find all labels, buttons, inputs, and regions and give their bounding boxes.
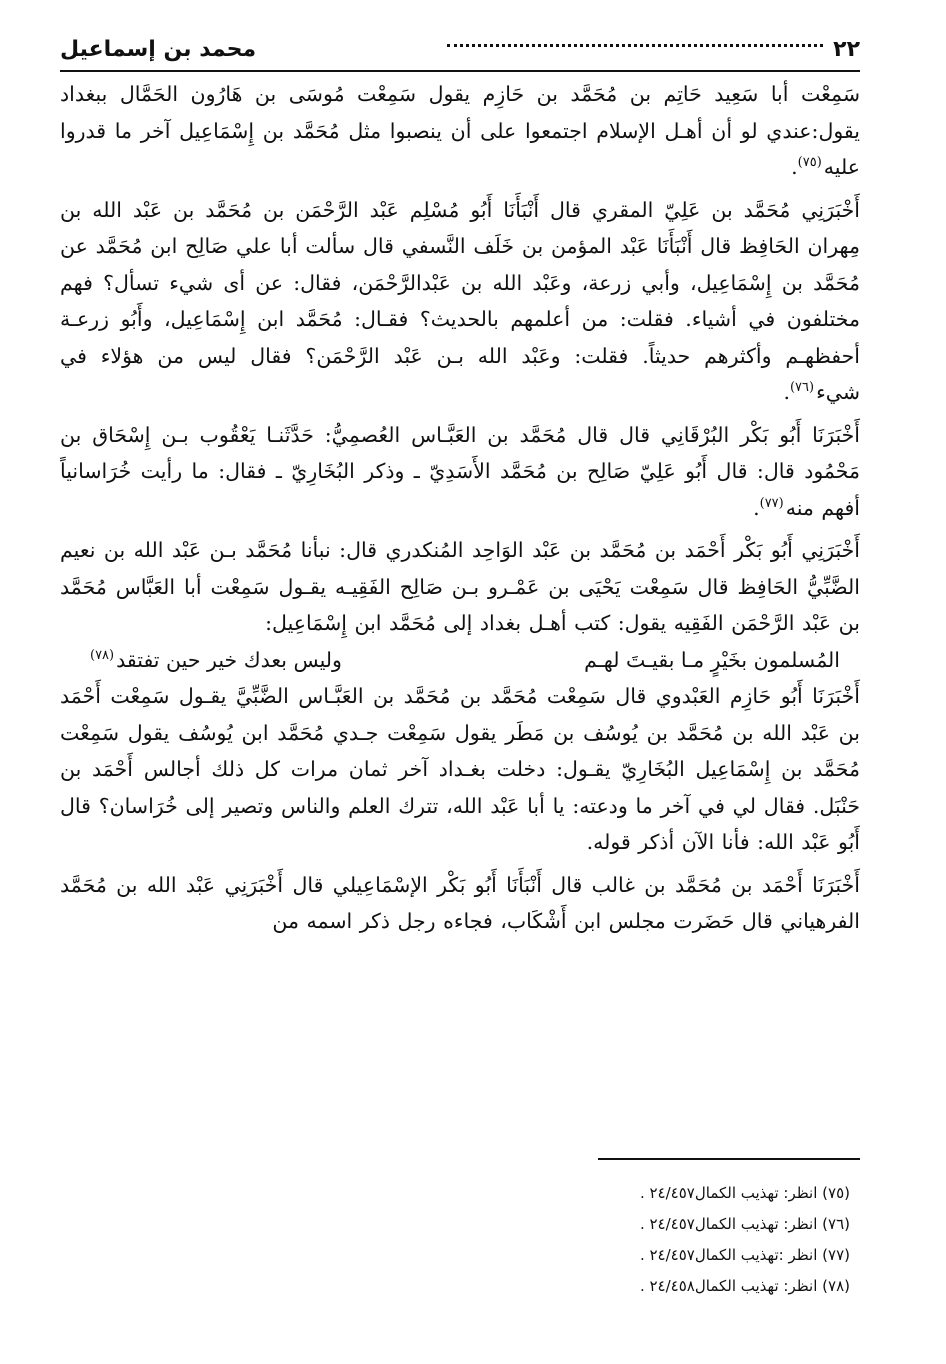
footnote-75: (٧٥) انظر: تهذيب الكمال٢٤/٤٥٧ .	[639, 1184, 850, 1202]
paragraph-text: أَخْبَرَنِي أَبُو بَكْر أَحْمَد بن مُحَمَّد بن عَبْد الوَاحِد المُنكدري قال: نبأنا مُحَمَّد بـن عَبْد الله بن نعيم الضَّبِّيُّ الحَافِظ قال سَمِعْت يَحْيَى بن عَمْـرو بـن صَالِح الفَقِيـه يقـول سَمِعْت أبا العَبَّاس مُحَمَّد بن عَبْد الرَّحْمَن الفَقِيه يقول: كتب أهـل بغداد إلى مُحَمَّد ابن إِسْمَاعِيل:	[60, 538, 860, 635]
footnote-ref: (٧٨)	[90, 647, 115, 663]
poem-second-hemistich-wrap	[90, 642, 342, 679]
footnote-78: (٧٨) انظر: تهذيب الكمال٢٤/٤٥٨ .	[639, 1277, 850, 1295]
poem-verse	[60, 642, 860, 679]
book-page	[60, 28, 860, 1348]
paragraph-6	[60, 867, 860, 940]
header-dot-leader	[447, 44, 824, 47]
running-title: محمد بن إسماعيل	[59, 36, 257, 62]
footnotes	[250, 1178, 850, 1302]
paragraph-3: أَخْبَرَنَا أَبُو بَكْر البُرْقَانِي قال قال مُحَمَّد بن العَبَّـاس العُصمِيُّ: حَدَّثَنـا يَعْقُوب بـن إِسْحَاق بن مَحْمُود قال: قال أَبُو عَلِيّ صَالِح بن مُحَمَّد الأَسَدِيّ ـ وذكر البُخَارِيّ ـ فقال: ما رأيت خُرَاسانياً أفهم منه$^{(٧٧)}$.	[60, 422, 860, 520]
paragraph-2: أَخْبَرَنِي مُحَمَّد بن عَلِيّ المقري قال أَنْبَأَنَا أَبُو مُسْلِم عَبْد الرَّحْمَن بن مُحَمَّد بن عَبْد الله بن مِهران الحَافِظ قال أَنْبَأَنَا عَبْد المؤمن بن خَلَف النَّسفي قال سألت أبا علي صَالِح ابن مُحَمَّد عن مُحَمَّد بن إِسْمَاعِيل، وأبي زرعة، وعَبْد الله بن عَبْدالرَّحْمَن، فقال: عن أى شيء تسأل؟ فهم مختلفون في أشياء. فقلت: من أعلمهم بالحديث؟ فقـال: مُحَمَّد ابن إِسْمَاعِيل، وأَبُو زرعـة أحفظهـم وأكثرهم حديثاً. فقلت: وعَبْد الله بـن عَبْد الرَّحْمَن؟ فقال ليس من هؤلاء في شيء$^{(٧٦)}$.	[60, 197, 860, 404]
footnote-ref: (٧٧)	[759, 495, 784, 511]
page-body	[60, 76, 860, 940]
paragraph-text: أَخْبَرَنَا أَبُو بَكْر البُرْقَانِي قال قال مُحَمَّد بن العَبَّـاس العُصمِيُّ: حَدَّثَنـا يَعْقُوب بـن إِسْحَاق بن مَحْمُود قال: قال أَبُو عَلِيّ صَالِح بن مُحَمَّد الأَسَدِيّ ـ وذكر البُخَارِيّ ـ فقال: ما رأيت خُرَاسانياً أفهم منه	[60, 422, 860, 520]
paragraph-text: أَخْبَرَنَا أَبُو حَازِم العَبْدوي قال سَمِعْت مُحَمَّد بن مُحَمَّد بن العَبَّـاس الضَّبِّيَّ يقـول سَمِعْت أَحْمَد بن عَبْد الله بن مُحَمَّد بن يُوسُف بن مَطَر يقول سَمِعْت جـدي مُحَمَّد ابن يُوسُف يقول سَمِعْت مُحَمَّد بن إِسْمَاعِيل البُخَارِيّ يقـول: دخلت بغـداد آخر ثمان مرات كل ذلك أجالس أَحْمَد بن حَنْبَل. فقال لي في آخر ما ودعته: يا أبا عَبْد الله، تترك العلم والناس وتصير إلى خُرَاسان؟ قال أَبُو عَبْد الله: فأنا الآن أذكر قوله.	[60, 684, 860, 854]
paragraph-4	[60, 532, 860, 642]
page-header	[60, 28, 860, 72]
footnote-ref: (٧٦)	[789, 380, 815, 396]
footnote-76: (٧٦) انظر: تهذيب الكمال٢٤/٤٥٧ .	[639, 1215, 850, 1233]
paragraph-1: سَمِعْت أبا سَعِيد حَاتِم بن مُحَمَّد بن حَازِم يقول سَمِعْت مُوسَى بن هَارُون الحَمَّال ببغداد يقول:عندي لو أن أهـل الإسلام اجتمعوا على أن ينصبوا مثل مُحَمَّد بن إِسْمَاعِيل آخر ما قدروا عليه$^{(٧٥)}$.	[60, 82, 860, 179]
footnote-77: (٧٧) انظر :تهذيب الكمال٢٤/٤٥٧ .	[639, 1246, 850, 1264]
paragraph-5	[60, 678, 860, 861]
paragraph-text: سَمِعْت أبا سَعِيد حَاتِم بن مُحَمَّد بن حَازِم يقول سَمِعْت مُوسَى بن هَارُون الحَمَّال ببغداد يقول:عندي لو أن أهـل الإسلام اجتمعوا على أن ينصبوا مثل مُحَمَّد بن إِسْمَاعِيل آخر ما قدروا عليه	[60, 82, 860, 179]
footnote-ref: (٧٥)	[797, 155, 822, 171]
footnote-separator	[598, 1158, 860, 1160]
page-number: ٢٢	[833, 36, 860, 62]
paragraph-text: أَخْبَرَنَا أَحْمَد بن مُحَمَّد بن غالب قال أَنْبَأَنَا أَبُو بَكْر الإسْمَاعِيلي قال أَخْبَرَنِي عَبْد الله بن مُحَمَّد الفرهياني قال حَضَرت مجلس ابن أَشْكَاب، فجاءه رجل ذكر اسمه من	[60, 872, 860, 933]
paragraph-text: أَخْبَرَنِي مُحَمَّد بن عَلِيّ المقري قال أَنْبَأَنَا أَبُو مُسْلِم عَبْد الرَّحْمَن بن مُحَمَّد بن عَبْد الله بن مِهران الحَافِظ قال أَنْبَأَنَا عَبْد المؤمن بن خَلَف النَّسفي قال سألت أبا علي صَالِح ابن مُحَمَّد عن مُحَمَّد بن إِسْمَاعِيل، وأبي زرعة، وعَبْد الله بن عَبْدالرَّحْمَن، فقال: عن أى شيء تسأل؟ فهم مختلفون في أشياء. فقلت: من أعلمهم بالحديث؟ فقـال: مُحَمَّد ابن إِسْمَاعِيل، وأَبُو زرعـة أحفظهـم وأكثرهم حديثاً. فقلت: وعَبْد الله بـن عَبْد الرَّحْمَن؟ فقال ليس من هؤلاء في شيء	[60, 197, 860, 404]
poem-second-hemistich: وليس بعدك خير حين تفتقد	[116, 647, 342, 672]
poem-first-hemistich: المُسلمون بخَيْرٍ مـا بقيـتَ لهـم	[584, 647, 840, 672]
